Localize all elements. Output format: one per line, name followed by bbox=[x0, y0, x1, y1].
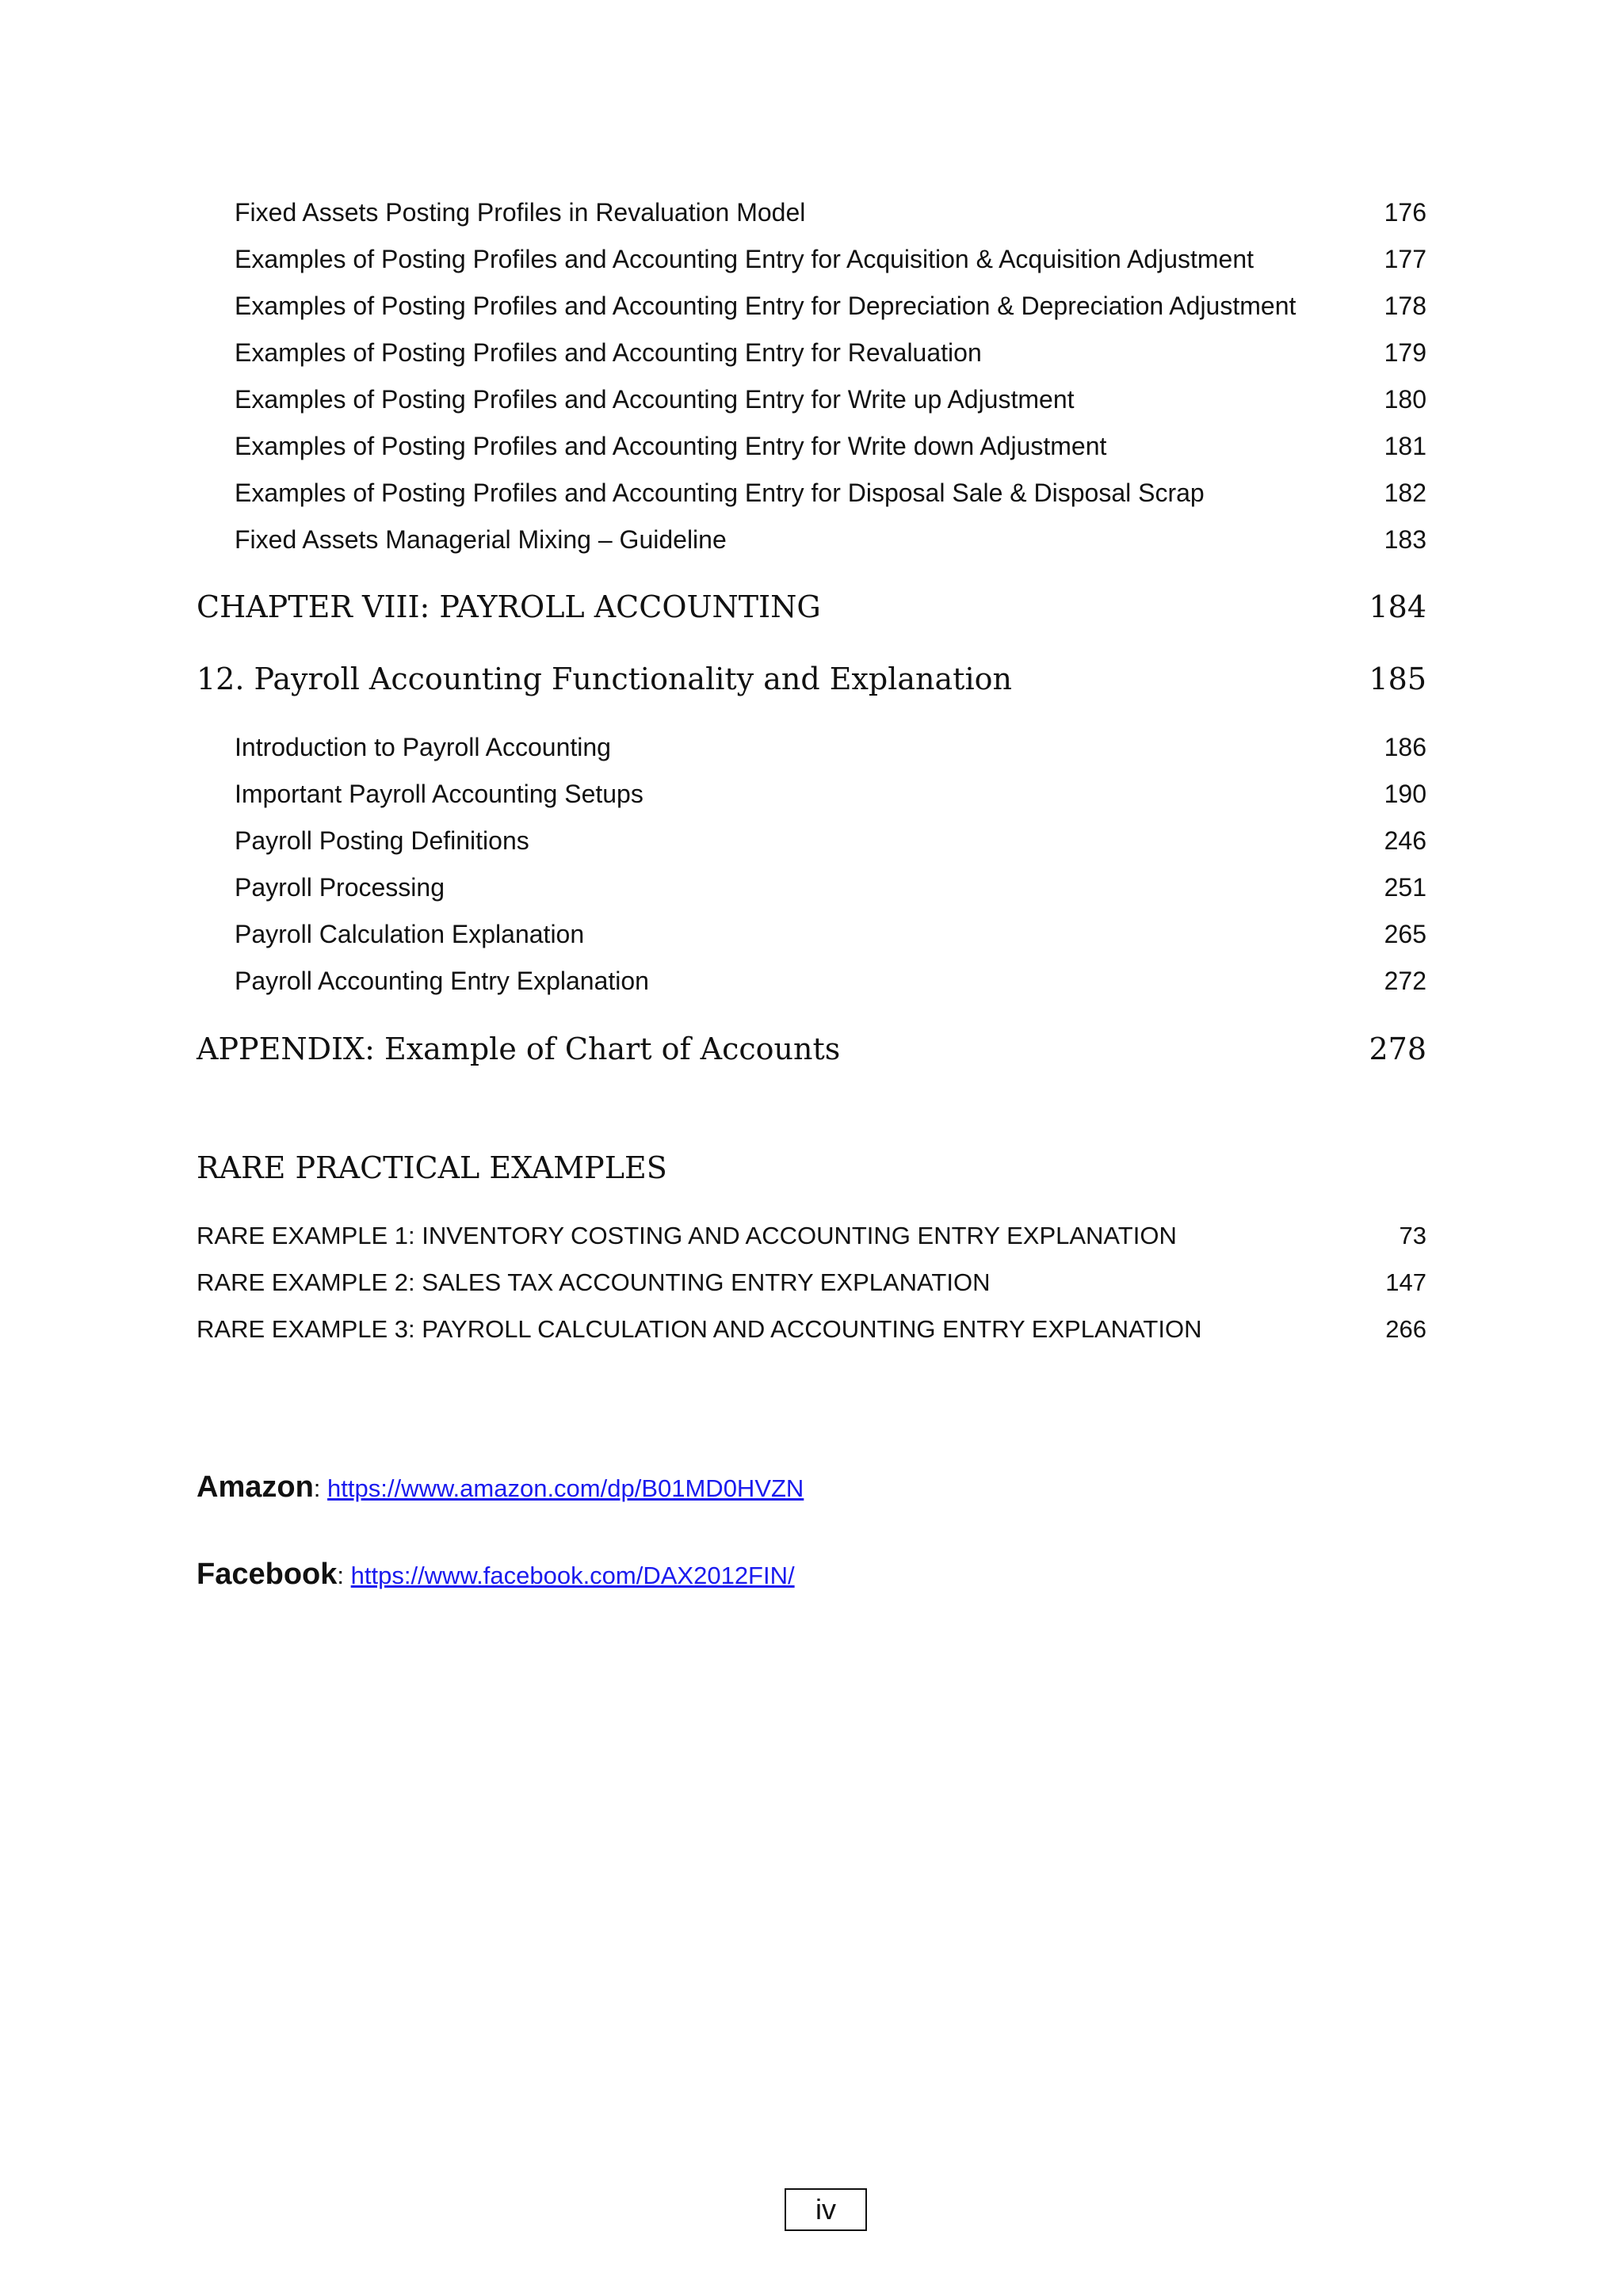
toc-entry-page: 183 bbox=[1384, 525, 1426, 554]
toc-chapter-entry[interactable] bbox=[197, 589, 1426, 624]
toc-entry[interactable] bbox=[235, 385, 1426, 414]
facebook-link[interactable]: https://www.facebook.com/DAX2012FIN/ bbox=[350, 1562, 795, 1589]
rare-example-page: 266 bbox=[1385, 1315, 1426, 1343]
toc-entry-page: 272 bbox=[1384, 967, 1426, 995]
toc-entry-page: 177 bbox=[1384, 245, 1426, 273]
rare-example-title: RARE EXAMPLE 3: PAYROLL CALCULATION AND ACCOUNTING ENTRY EXPLANATION bbox=[197, 1315, 1202, 1343]
facebook-label: Facebook bbox=[197, 1558, 338, 1591]
amazon-link[interactable]: https://www.amazon.com/dp/B01MD0HVZN bbox=[327, 1474, 804, 1502]
toc-entry-title: Important Payroll Accounting Setups bbox=[235, 780, 643, 808]
rare-example-page: 147 bbox=[1385, 1268, 1426, 1296]
toc-entry-page: 179 bbox=[1384, 338, 1426, 367]
rare-examples-heading: RARE PRACTICAL EXAMPLES bbox=[197, 1150, 667, 1185]
toc-entry-title: Payroll Accounting Entry Explanation bbox=[235, 967, 649, 995]
toc-entry-page: 181 bbox=[1384, 432, 1426, 460]
facebook-separator: : bbox=[337, 1562, 345, 1589]
toc-appendix-page: 278 bbox=[1369, 1032, 1426, 1066]
facebook-link-line bbox=[197, 1558, 795, 1592]
toc-chapter-title: CHAPTER VIII: PAYROLL ACCOUNTING bbox=[197, 589, 821, 624]
toc-entry-page: 265 bbox=[1384, 920, 1426, 948]
toc-entry-title: Examples of Posting Profiles and Accounting Entry for Depreciation & Depreciation Adjustment bbox=[235, 292, 1296, 320]
toc-section-title: 12. Payroll Accounting Functionality and Explanation bbox=[197, 662, 1012, 696]
toc-entry[interactable] bbox=[235, 733, 1426, 762]
toc-entry-page: 246 bbox=[1384, 826, 1426, 855]
toc-chapter-page: 184 bbox=[1369, 589, 1426, 624]
toc-entry-title: Introduction to Payroll Accounting bbox=[235, 733, 611, 761]
toc-entry-page: 182 bbox=[1384, 479, 1426, 507]
rare-example-entry[interactable] bbox=[197, 1222, 1426, 1250]
toc-entry-title: Payroll Processing bbox=[235, 873, 445, 902]
toc-entry-title: Fixed Assets Posting Profiles in Revaluation Model bbox=[235, 198, 806, 227]
toc-entry-title: Payroll Calculation Explanation bbox=[235, 920, 585, 948]
toc-section-page: 185 bbox=[1369, 662, 1426, 696]
toc-entry-title: Examples of Posting Profiles and Accounting Entry for Write down Adjustment bbox=[235, 432, 1107, 460]
toc-entry-title: Examples of Posting Profiles and Accounting Entry for Revaluation bbox=[235, 338, 982, 367]
toc-entry-title: Fixed Assets Managerial Mixing – Guideline bbox=[235, 525, 727, 554]
toc-entry[interactable] bbox=[235, 292, 1426, 321]
toc-entry[interactable] bbox=[235, 873, 1426, 902]
toc-appendix-entry[interactable] bbox=[197, 1032, 1426, 1066]
amazon-separator: : bbox=[313, 1474, 321, 1502]
toc-entry-page: 176 bbox=[1384, 198, 1426, 227]
toc-entry-page: 251 bbox=[1384, 873, 1426, 902]
toc-entry[interactable] bbox=[235, 826, 1426, 856]
rare-example-title: RARE EXAMPLE 1: INVENTORY COSTING AND ACCOUNTING ENTRY EXPLANATION bbox=[197, 1222, 1177, 1249]
toc-entry-title: Examples of Posting Profiles and Accounting Entry for Acquisition & Acquisition Adjustment bbox=[235, 245, 1254, 273]
toc-entry[interactable] bbox=[235, 432, 1426, 461]
toc-entry[interactable] bbox=[235, 780, 1426, 809]
toc-entry-page: 186 bbox=[1384, 733, 1426, 761]
toc-entry-page: 180 bbox=[1384, 385, 1426, 414]
rare-example-entry[interactable] bbox=[197, 1315, 1426, 1344]
toc-entry[interactable] bbox=[235, 338, 1426, 368]
toc-section-entry[interactable] bbox=[197, 662, 1426, 696]
rare-example-entry[interactable] bbox=[197, 1268, 1426, 1297]
toc-entry[interactable] bbox=[235, 525, 1426, 555]
toc-entry[interactable] bbox=[235, 245, 1426, 274]
toc-entry-page: 178 bbox=[1384, 292, 1426, 320]
page-number: iv bbox=[785, 2188, 867, 2231]
toc-entry[interactable] bbox=[235, 920, 1426, 949]
toc-appendix-title: APPENDIX: Example of Chart of Accounts bbox=[197, 1032, 841, 1066]
toc-entry-title: Examples of Posting Profiles and Accounting Entry for Disposal Sale & Disposal Scrap bbox=[235, 479, 1205, 507]
toc-entry[interactable] bbox=[235, 198, 1426, 227]
toc-entry-title: Examples of Posting Profiles and Accounting Entry for Write up Adjustment bbox=[235, 385, 1075, 414]
toc-entry[interactable] bbox=[235, 479, 1426, 508]
toc-entry-title: Payroll Posting Definitions bbox=[235, 826, 529, 855]
toc-entry[interactable] bbox=[235, 967, 1426, 996]
amazon-label: Amazon bbox=[197, 1470, 314, 1504]
rare-example-title: RARE EXAMPLE 2: SALES TAX ACCOUNTING ENTRY EXPLANATION bbox=[197, 1268, 991, 1296]
rare-example-page: 73 bbox=[1399, 1222, 1426, 1249]
amazon-link-line bbox=[197, 1470, 804, 1505]
toc-entry-page: 190 bbox=[1384, 780, 1426, 808]
